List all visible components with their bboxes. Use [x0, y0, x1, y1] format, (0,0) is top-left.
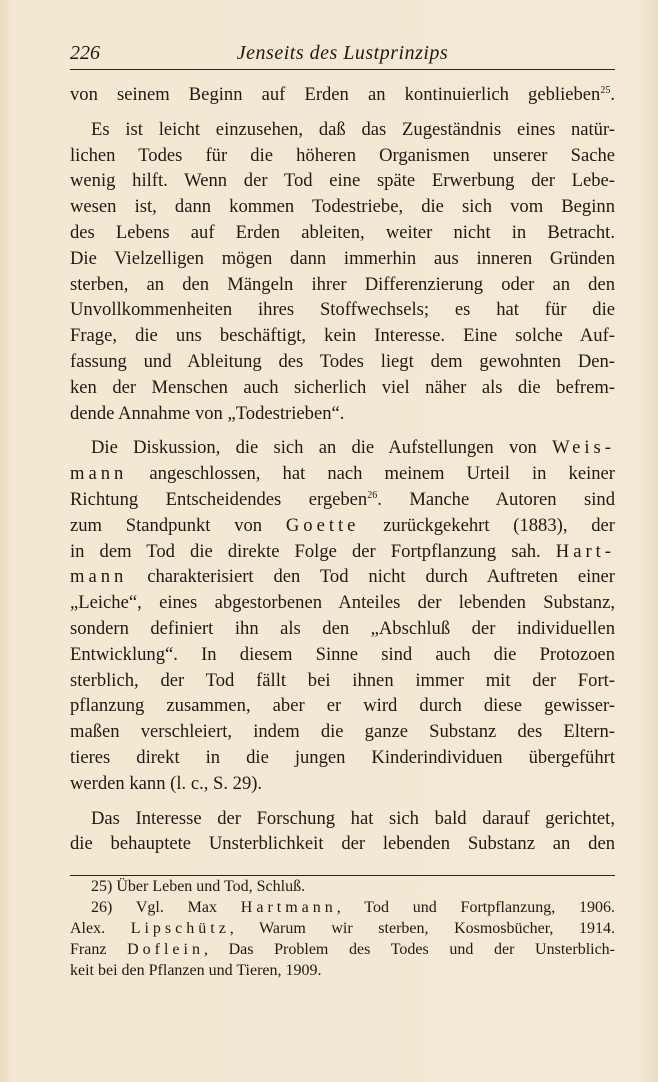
- text-line: Unvollkommenheiten ihres Stoffwechsels; es hat für die: [70, 299, 615, 321]
- spaced-name: Doflein: [127, 941, 204, 958]
- spaced-name: mann: [70, 463, 128, 485]
- footnote-25: 25) Über Leben und Tod, Schluß.: [91, 878, 306, 895]
- text-line: wenig hilft. Wenn der Tod eine späte Erwerbung der Lebe-: [70, 170, 615, 192]
- footnote-26: 26) Vgl. Max Hartmann, Tod und Fortpflanzung, 1906.: [91, 899, 616, 916]
- text-line: werden kann (l. c., S. 29).: [70, 772, 263, 794]
- spaced-name: Lipschütz: [130, 920, 230, 937]
- footnotes: [70, 876, 615, 981]
- text-line: Richtung Entscheidendes ergeben$^{26}$. Manche Autoren sind: [70, 488, 615, 510]
- text-line: Entwicklung“. In diesem Sinne sind auch die Protozoen: [70, 643, 615, 665]
- text-line: von seinem Beginn auf Erden an kontinuierlich geblieben$^{25}$.: [70, 84, 615, 105]
- text-line: sterblich, der Tod fällt bei ihnen immer mit der Fort-: [70, 669, 615, 691]
- spaced-name: Hart-: [555, 540, 615, 562]
- text-line: sondern definiert ihn als den „Abschluß der individuellen: [70, 617, 615, 639]
- text-line: mann charakterisiert den Tod nicht durch Auftreten einer: [70, 566, 615, 588]
- page-header: [70, 40, 615, 66]
- main-text: [70, 82, 615, 857]
- text-line: Die Diskussion, die sich an die Aufstellungen von Weis-: [91, 437, 615, 459]
- spaced-name: Weis-: [552, 437, 615, 459]
- text-line: in dem Tod die direkte Folge der Fortpflanzung sah. Hart-: [70, 540, 615, 562]
- text-line: Es ist leicht einzusehen, daß das Zugeständnis eines natür-: [91, 118, 615, 140]
- footnote-26-line: keit bei den Pflanzen und Tieren, 1909.: [70, 962, 322, 979]
- text-line: des Lebens auf Erden ableiten, weiter nicht in Betracht.: [70, 221, 615, 243]
- page-number: 226: [70, 42, 100, 64]
- text-line: die behauptete Unsterblichkeit der lebenden Substanz an den: [70, 833, 615, 855]
- text-line: ken der Menschen auch sicherlich viel näher als die befrem-: [70, 376, 615, 398]
- header-rule: [70, 69, 615, 70]
- text-line: pflanzung zusammen, aber er wird durch diese gewisser-: [70, 695, 615, 717]
- spaced-name: mann: [70, 566, 128, 588]
- text-line: fassung und Ableitung des Todes liegt dem gewohnten Den-: [70, 350, 615, 372]
- spaced-name: Goette: [285, 514, 360, 536]
- text-line: zum Standpunkt von Goette zurückgekehrt (1883), der: [70, 514, 615, 536]
- footnote-ref: 25: [600, 85, 611, 96]
- footnote-ref: 26: [367, 489, 378, 501]
- text-line: „Leiche“, eines abgestorbenen Anteiles der lebenden Substanz,: [70, 592, 615, 614]
- text-line: wesen ist, dann kommen Todestriebe, die sich vom Beginn: [70, 196, 615, 218]
- text-line: dende Annahme von „Todestrieben“.: [70, 402, 345, 424]
- footnote-26-line: Franz Doflein, Das Problem des Todes und der Unsterblich-: [70, 941, 616, 958]
- text-line: Frage, die uns beschäftigt, kein Interesse. Eine solche Auf-: [70, 325, 615, 347]
- running-title: Jenseits des Lustprinzips: [236, 42, 449, 64]
- text-line: lichen Todes für die höheren Organismen unserer Sache: [70, 144, 615, 166]
- text-line: mann angeschlossen, hat nach meinem Urteil in keiner: [70, 463, 615, 485]
- footnote-26-line: Alex. Lipschütz, Warum wir sterben, Kosmosbücher, 1914.: [70, 920, 616, 937]
- text-line: Die Vielzelligen mögen dann immerhin aus inneren Gründen: [70, 247, 615, 269]
- text-line: tieres direkt in die jungen Kinderindividuen übergeführt: [70, 746, 615, 768]
- text-line: Das Interesse der Forschung hat sich bald darauf gerichtet,: [91, 807, 615, 829]
- text-line: maßen verschleiert, indem die ganze Substanz des Eltern-: [70, 721, 615, 743]
- text-line: sterben, an den Mängeln ihrer Differenzierung oder an den: [70, 273, 615, 295]
- spaced-name: Hartmann: [240, 899, 337, 916]
